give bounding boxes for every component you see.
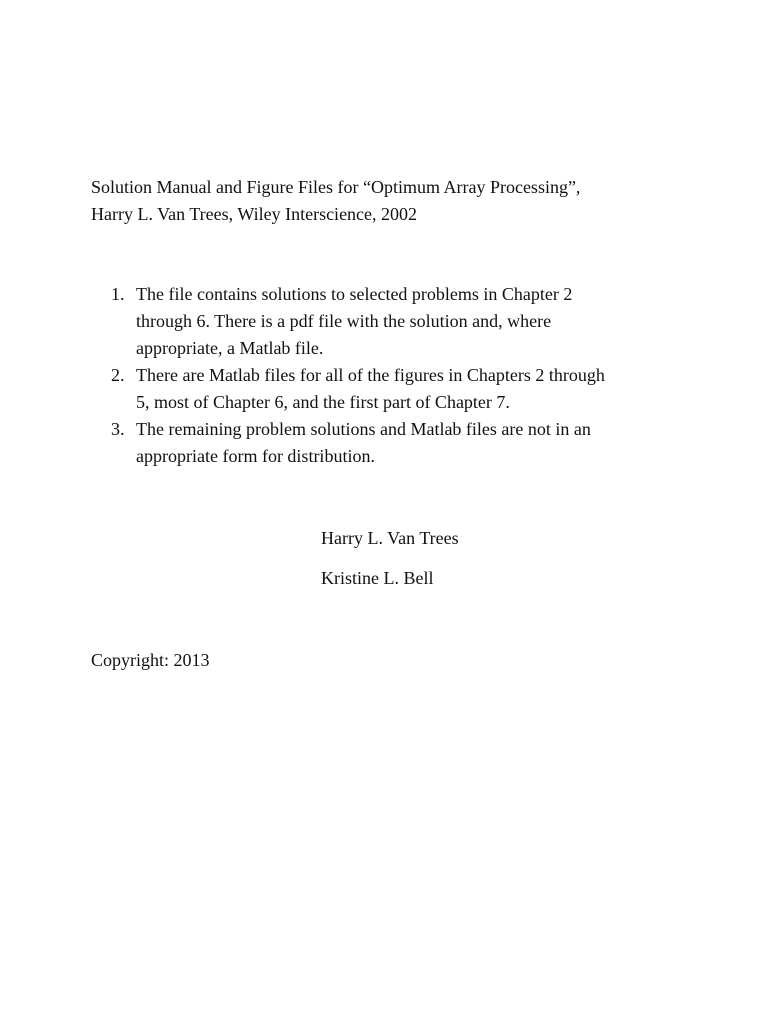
document-title — [91, 174, 580, 228]
signature-name: Harry L. Van Trees — [321, 528, 459, 548]
signature-block — [321, 525, 459, 605]
list-item — [104, 416, 605, 470]
list-item-line: 5, most of Chapter 6, and the first part of Chapter 7. — [136, 392, 510, 412]
title-line: Harry L. Van Trees, Wiley Interscience, 2002 — [91, 204, 418, 224]
list-item — [104, 281, 605, 362]
list-item-line: through 6. There is a pdf file with the solution and, where — [136, 311, 552, 331]
list-item-line: appropriate form for distribution. — [136, 446, 375, 466]
list-item-number: 2. — [111, 365, 125, 385]
list-item-line: The file contains solutions to selected problems in Chapter 2 — [136, 284, 573, 304]
list-item — [104, 362, 605, 416]
list-item-line: appropriate, a Matlab file. — [136, 338, 324, 358]
list-item-line: The remaining problem solutions and Matlab files are not in an — [136, 419, 591, 439]
numbered-list — [104, 281, 605, 470]
list-item-number: 3. — [111, 419, 125, 439]
title-line: Solution Manual and Figure Files for “Optimum Array Processing”, — [91, 177, 581, 197]
list-item-line: There are Matlab files for all of the figures in Chapters 2 through — [136, 365, 605, 385]
copyright-notice: Copyright: 2013 — [91, 650, 210, 670]
list-item-number: 1. — [111, 284, 125, 304]
signature-name: Kristine L. Bell — [321, 568, 434, 588]
